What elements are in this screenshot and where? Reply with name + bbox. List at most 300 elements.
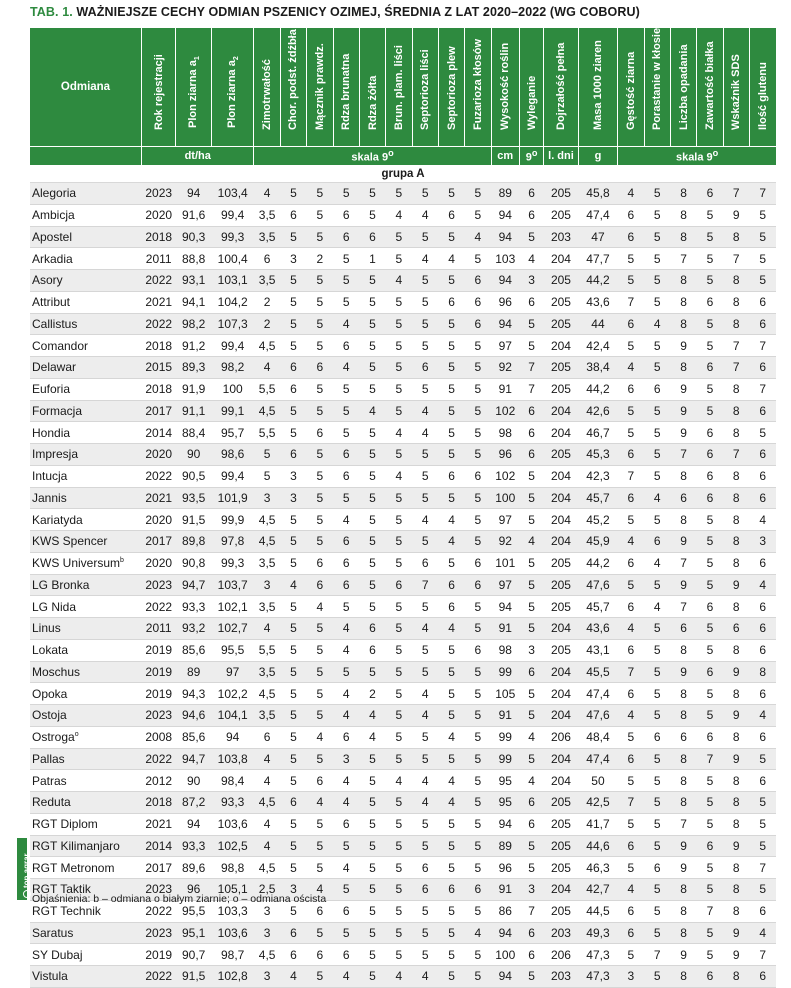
cell-glu: 5 bbox=[749, 204, 776, 226]
cell-rok: 2019 bbox=[141, 683, 175, 705]
cell-chor: 5 bbox=[280, 400, 306, 422]
cell-gest: 6 bbox=[618, 639, 644, 661]
cell-doj: 205 bbox=[544, 639, 578, 661]
cell-sepl: 4 bbox=[412, 683, 438, 705]
cell-por: 5 bbox=[644, 683, 670, 705]
cell-wyl: 6 bbox=[519, 204, 543, 226]
cell-a1: 91,5 bbox=[176, 509, 211, 531]
unit-plon: dt/ha bbox=[141, 147, 253, 166]
cell-a2: 95,7 bbox=[211, 422, 254, 444]
cell-fuz: 5 bbox=[465, 661, 491, 683]
cell-gest: 6 bbox=[618, 552, 644, 574]
cell-macz: 4 bbox=[307, 726, 333, 748]
cell-sds: 8 bbox=[723, 465, 749, 487]
col-header-gest: Gęstość ziarna bbox=[618, 28, 644, 147]
cell-rok: 2022 bbox=[141, 748, 175, 770]
cell-a2: 97 bbox=[211, 661, 254, 683]
cell-chor: 3 bbox=[280, 465, 306, 487]
cell-sepp: 5 bbox=[438, 857, 464, 879]
cell-por: 5 bbox=[644, 748, 670, 770]
cell-macz: 5 bbox=[307, 487, 333, 509]
cell-sds: 8 bbox=[723, 291, 749, 313]
cell-masa: 47 bbox=[578, 226, 618, 248]
cell-zim: 4 bbox=[254, 770, 280, 792]
cell-por: 5 bbox=[644, 661, 670, 683]
cell-wys: 91 bbox=[491, 618, 519, 640]
cell-rok: 2011 bbox=[141, 248, 175, 270]
cell-glu: 8 bbox=[749, 661, 776, 683]
cell-sepl: 6 bbox=[412, 857, 438, 879]
col-header-zim: Zimotrwałość bbox=[254, 28, 280, 147]
cell-macz: 5 bbox=[307, 335, 333, 357]
cell-sepp: 4 bbox=[438, 248, 464, 270]
cell-bial: 6 bbox=[697, 444, 723, 466]
variety-name: Ambicja bbox=[30, 204, 141, 226]
brand-sidebar bbox=[17, 838, 31, 900]
cell-por: 4 bbox=[644, 596, 670, 618]
variety-name: Euforia bbox=[30, 378, 141, 400]
table-row bbox=[30, 683, 776, 705]
cell-a2: 103,6 bbox=[211, 813, 254, 835]
cell-sepp: 5 bbox=[438, 813, 464, 835]
cell-sds: 8 bbox=[723, 900, 749, 922]
cell-sds: 7 bbox=[723, 335, 749, 357]
cell-sds: 8 bbox=[723, 422, 749, 444]
cell-lo: 7 bbox=[670, 596, 696, 618]
cell-por: 5 bbox=[644, 966, 670, 988]
cell-bial: 7 bbox=[697, 900, 723, 922]
cell-rzo: 5 bbox=[359, 813, 385, 835]
cell-bial: 5 bbox=[697, 204, 723, 226]
cell-gest: 5 bbox=[618, 574, 644, 596]
cell-sds: 9 bbox=[723, 661, 749, 683]
cell-sds: 8 bbox=[723, 531, 749, 553]
cell-wyl: 5 bbox=[519, 966, 543, 988]
cell-glu: 6 bbox=[749, 444, 776, 466]
cell-doj: 204 bbox=[544, 618, 578, 640]
cell-sepl: 4 bbox=[412, 204, 438, 226]
table-row bbox=[30, 552, 776, 574]
cell-sds: 8 bbox=[723, 792, 749, 814]
cell-sds: 8 bbox=[723, 857, 749, 879]
cell-doj: 205 bbox=[544, 357, 578, 379]
cell-por: 4 bbox=[644, 487, 670, 509]
cell-lo: 7 bbox=[670, 248, 696, 270]
unit-skala-2: skala 9$^o$ bbox=[618, 147, 776, 166]
cell-a1: 85,6 bbox=[176, 639, 211, 661]
cell-a2: 93,3 bbox=[211, 792, 254, 814]
cell-sds: 8 bbox=[723, 726, 749, 748]
cell-lo: 8 bbox=[670, 357, 696, 379]
cell-macz: 5 bbox=[307, 509, 333, 531]
table-row bbox=[30, 335, 776, 357]
cell-a2: 103,1 bbox=[211, 270, 254, 292]
cell-macz: 5 bbox=[307, 813, 333, 835]
cell-wys: 98 bbox=[491, 639, 519, 661]
cell-brun: 5 bbox=[386, 879, 412, 901]
cell-gest: 5 bbox=[618, 726, 644, 748]
cell-wyl: 7 bbox=[519, 900, 543, 922]
cell-rbr: 4 bbox=[333, 313, 359, 335]
cell-por: 5 bbox=[644, 705, 670, 727]
cell-glu: 5 bbox=[749, 879, 776, 901]
cell-masa: 48,4 bbox=[578, 726, 618, 748]
cell-sds: 7 bbox=[723, 357, 749, 379]
variety-name: Arkadia bbox=[30, 248, 141, 270]
cell-brun: 4 bbox=[386, 270, 412, 292]
cell-glu: 6 bbox=[749, 465, 776, 487]
cell-bial: 5 bbox=[697, 509, 723, 531]
cell-gest: 4 bbox=[618, 705, 644, 727]
cell-fuz: 5 bbox=[465, 813, 491, 835]
cell-rok: 2022 bbox=[141, 313, 175, 335]
cell-fuz: 5 bbox=[465, 357, 491, 379]
cell-por: 6 bbox=[644, 531, 670, 553]
cell-masa: 45,3 bbox=[578, 444, 618, 466]
cell-rzo: 1 bbox=[359, 248, 385, 270]
cell-wyl: 5 bbox=[519, 465, 543, 487]
cell-rok: 2023 bbox=[141, 879, 175, 901]
cell-fuz: 5 bbox=[465, 683, 491, 705]
cell-fuz: 5 bbox=[465, 944, 491, 966]
cell-a2: 104,2 bbox=[211, 291, 254, 313]
cell-wyl: 6 bbox=[519, 792, 543, 814]
cell-chor: 5 bbox=[280, 531, 306, 553]
table-row bbox=[30, 857, 776, 879]
cell-brun: 4 bbox=[386, 204, 412, 226]
cell-por: 6 bbox=[644, 726, 670, 748]
cell-wys: 102 bbox=[491, 400, 519, 422]
cell-por: 5 bbox=[644, 400, 670, 422]
cell-zim: 6 bbox=[254, 248, 280, 270]
cell-zim: 3,5 bbox=[254, 705, 280, 727]
cell-sepl: 5 bbox=[412, 835, 438, 857]
cell-rok: 2018 bbox=[141, 378, 175, 400]
cell-lo: 8 bbox=[670, 966, 696, 988]
cell-macz: 5 bbox=[307, 705, 333, 727]
cell-lo: 8 bbox=[670, 291, 696, 313]
cell-zim: 3,5 bbox=[254, 270, 280, 292]
cell-sepl: 5 bbox=[412, 444, 438, 466]
cell-wys: 96 bbox=[491, 857, 519, 879]
cell-masa: 44,2 bbox=[578, 270, 618, 292]
cell-wys: 94 bbox=[491, 922, 519, 944]
cell-rbr: 5 bbox=[333, 270, 359, 292]
cell-sepp: 5 bbox=[438, 705, 464, 727]
cell-rbr: 5 bbox=[333, 879, 359, 901]
cell-wyl: 4 bbox=[519, 248, 543, 270]
cell-macz: 5 bbox=[307, 378, 333, 400]
cell-macz: 5 bbox=[307, 313, 333, 335]
cell-bial: 5 bbox=[697, 400, 723, 422]
variety-name: Attribut bbox=[30, 291, 141, 313]
cell-a1: 91,6 bbox=[176, 204, 211, 226]
cell-rzo: 5 bbox=[359, 770, 385, 792]
cell-por: 5 bbox=[644, 922, 670, 944]
cell-rzo: 5 bbox=[359, 270, 385, 292]
cell-macz: 5 bbox=[307, 748, 333, 770]
unit-skala-1: skala 9$^o$ bbox=[254, 147, 491, 166]
cell-wyl: 3 bbox=[519, 639, 543, 661]
cell-macz: 6 bbox=[307, 422, 333, 444]
cell-wys: 97 bbox=[491, 574, 519, 596]
variety-name: Intucja bbox=[30, 465, 141, 487]
cell-rok: 2021 bbox=[141, 291, 175, 313]
cell-glu: 6 bbox=[749, 726, 776, 748]
cell-glu: 5 bbox=[749, 835, 776, 857]
cell-gest: 6 bbox=[618, 378, 644, 400]
table-row bbox=[30, 835, 776, 857]
cell-rzo: 5 bbox=[359, 291, 385, 313]
cell-lo: 8 bbox=[670, 270, 696, 292]
cell-bial: 5 bbox=[697, 922, 723, 944]
cell-sepp: 4 bbox=[438, 770, 464, 792]
cell-zim: 4 bbox=[254, 618, 280, 640]
cell-bial: 5 bbox=[697, 879, 723, 901]
cell-macz: 5 bbox=[307, 966, 333, 988]
cell-gest: 6 bbox=[618, 313, 644, 335]
table-row bbox=[30, 465, 776, 487]
cell-por: 5 bbox=[644, 444, 670, 466]
cell-lo: 8 bbox=[670, 879, 696, 901]
cell-glu: 7 bbox=[749, 944, 776, 966]
col-header-lo: Liczba opadania bbox=[670, 28, 696, 147]
cell-zim: 4,5 bbox=[254, 335, 280, 357]
cell-sepp: 5 bbox=[438, 922, 464, 944]
cell-rzo: 5 bbox=[359, 335, 385, 357]
cell-macz: 6 bbox=[307, 770, 333, 792]
cell-rbr: 5 bbox=[333, 835, 359, 857]
cell-glu: 5 bbox=[749, 792, 776, 814]
cell-brun: 5 bbox=[386, 357, 412, 379]
cell-sepl: 5 bbox=[412, 226, 438, 248]
cell-a1: 91,2 bbox=[176, 335, 211, 357]
cell-zim: 3 bbox=[254, 966, 280, 988]
cell-masa: 47,6 bbox=[578, 574, 618, 596]
cell-zim: 4,5 bbox=[254, 509, 280, 531]
cell-a2: 99,9 bbox=[211, 509, 254, 531]
cell-rzo: 5 bbox=[359, 204, 385, 226]
cell-brun: 5 bbox=[386, 705, 412, 727]
cell-a1: 91,9 bbox=[176, 378, 211, 400]
cell-brun: 5 bbox=[386, 944, 412, 966]
cell-gest: 4 bbox=[618, 879, 644, 901]
cell-masa: 45,5 bbox=[578, 661, 618, 683]
cell-wys: 97 bbox=[491, 335, 519, 357]
cell-wyl: 6 bbox=[519, 813, 543, 835]
cell-sepl: 5 bbox=[412, 487, 438, 509]
cell-por: 5 bbox=[644, 291, 670, 313]
cell-por: 5 bbox=[644, 509, 670, 531]
cell-brun: 5 bbox=[386, 552, 412, 574]
variety-name: Comandor bbox=[30, 335, 141, 357]
table-row bbox=[30, 291, 776, 313]
cell-chor: 6 bbox=[280, 944, 306, 966]
variety-name: Ostoja bbox=[30, 705, 141, 727]
cell-a1: 93,3 bbox=[176, 596, 211, 618]
cell-macz: 5 bbox=[307, 683, 333, 705]
cell-sepp: 5 bbox=[438, 400, 464, 422]
cell-gest: 5 bbox=[618, 509, 644, 531]
cell-rzo: 5 bbox=[359, 552, 385, 574]
cell-gest: 5 bbox=[618, 857, 644, 879]
cell-gest: 5 bbox=[618, 335, 644, 357]
cell-a1: 90,3 bbox=[176, 226, 211, 248]
cell-lo: 8 bbox=[670, 639, 696, 661]
cell-macz: 5 bbox=[307, 531, 333, 553]
cell-sds: 8 bbox=[723, 226, 749, 248]
cell-sds: 9 bbox=[723, 922, 749, 944]
cell-wyl: 6 bbox=[519, 944, 543, 966]
cell-rok: 2022 bbox=[141, 966, 175, 988]
cell-fuz: 6 bbox=[465, 879, 491, 901]
cell-sepl: 5 bbox=[412, 596, 438, 618]
cell-fuz: 5 bbox=[465, 748, 491, 770]
cell-glu: 6 bbox=[749, 552, 776, 574]
cell-zim: 5 bbox=[254, 465, 280, 487]
cell-wyl: 6 bbox=[519, 291, 543, 313]
cell-rok: 2022 bbox=[141, 596, 175, 618]
table-row bbox=[30, 574, 776, 596]
cell-a2: 102,7 bbox=[211, 618, 254, 640]
cell-sepl: 5 bbox=[412, 465, 438, 487]
cell-sepl: 6 bbox=[412, 552, 438, 574]
cell-a2: 99,3 bbox=[211, 552, 254, 574]
cell-por: 5 bbox=[644, 248, 670, 270]
cell-masa: 41,7 bbox=[578, 813, 618, 835]
cell-macz: 6 bbox=[307, 357, 333, 379]
cell-sepp: 5 bbox=[438, 661, 464, 683]
cell-gest: 5 bbox=[618, 813, 644, 835]
cell-wyl: 5 bbox=[519, 487, 543, 509]
cell-wys: 99 bbox=[491, 726, 519, 748]
cell-bial: 6 bbox=[697, 183, 723, 205]
cell-wys: 97 bbox=[491, 509, 519, 531]
variety-name: Callistus bbox=[30, 313, 141, 335]
cell-brun: 4 bbox=[386, 422, 412, 444]
cell-rbr: 4 bbox=[333, 857, 359, 879]
cell-masa: 42,7 bbox=[578, 879, 618, 901]
cell-rbr: 5 bbox=[333, 487, 359, 509]
cell-zim: 4,5 bbox=[254, 683, 280, 705]
cell-brun: 5 bbox=[386, 813, 412, 835]
cell-wys: 94 bbox=[491, 313, 519, 335]
cell-sepl: 4 bbox=[412, 248, 438, 270]
cell-wys: 94 bbox=[491, 204, 519, 226]
cell-rok: 2008 bbox=[141, 726, 175, 748]
cell-chor: 5 bbox=[280, 857, 306, 879]
cell-rzo: 2 bbox=[359, 683, 385, 705]
table-row bbox=[30, 639, 776, 661]
cell-chor: 5 bbox=[280, 813, 306, 835]
cell-rbr: 4 bbox=[333, 509, 359, 531]
col-header-name: Odmiana bbox=[30, 28, 141, 147]
cell-rbr: 6 bbox=[333, 531, 359, 553]
cell-bial: 5 bbox=[697, 335, 723, 357]
cell-zim: 3,5 bbox=[254, 204, 280, 226]
cell-lo: 6 bbox=[670, 487, 696, 509]
cell-bial: 5 bbox=[697, 683, 723, 705]
cell-zim: 5,5 bbox=[254, 422, 280, 444]
cell-rok: 2020 bbox=[141, 204, 175, 226]
cell-lo: 9 bbox=[670, 574, 696, 596]
cell-sds: 8 bbox=[723, 400, 749, 422]
cell-por: 5 bbox=[644, 813, 670, 835]
cell-zim: 4 bbox=[254, 183, 280, 205]
cell-a2: 102,1 bbox=[211, 596, 254, 618]
cell-lo: 9 bbox=[670, 531, 696, 553]
cell-sepp: 6 bbox=[438, 879, 464, 901]
cell-glu: 6 bbox=[749, 291, 776, 313]
cell-a2: 98,2 bbox=[211, 357, 254, 379]
cell-fuz: 5 bbox=[465, 857, 491, 879]
cell-rbr: 3 bbox=[333, 748, 359, 770]
cell-rok: 2011 bbox=[141, 618, 175, 640]
variety-name: LG Bronka bbox=[30, 574, 141, 596]
cell-brun: 5 bbox=[386, 835, 412, 857]
cell-doj: 204 bbox=[544, 509, 578, 531]
cell-chor: 5 bbox=[280, 509, 306, 531]
table-row bbox=[30, 813, 776, 835]
cell-chor: 3 bbox=[280, 248, 306, 270]
cell-bial: 6 bbox=[697, 291, 723, 313]
col-header-masa: Masa 1000 ziaren bbox=[578, 28, 618, 147]
cell-fuz: 5 bbox=[465, 835, 491, 857]
cell-chor: 5 bbox=[280, 726, 306, 748]
cell-sds: 7 bbox=[723, 444, 749, 466]
cell-rzo: 5 bbox=[359, 487, 385, 509]
cell-bial: 5 bbox=[697, 618, 723, 640]
cell-rbr: 6 bbox=[333, 444, 359, 466]
cell-sepl: 5 bbox=[412, 944, 438, 966]
cell-rok: 2023 bbox=[141, 183, 175, 205]
cell-sepl: 4 bbox=[412, 422, 438, 444]
cell-masa: 45,9 bbox=[578, 531, 618, 553]
cell-sds: 9 bbox=[723, 835, 749, 857]
cell-lo: 8 bbox=[670, 900, 696, 922]
variety-name: Reduta bbox=[30, 792, 141, 814]
cell-doj: 206 bbox=[544, 944, 578, 966]
cell-sepl: 5 bbox=[412, 531, 438, 553]
variety-name: RGT Diplom bbox=[30, 813, 141, 835]
cell-rzo: 6 bbox=[359, 618, 385, 640]
cell-sepp: 4 bbox=[438, 792, 464, 814]
cell-sepl: 5 bbox=[412, 813, 438, 835]
cell-rbr: 6 bbox=[333, 226, 359, 248]
cell-doj: 203 bbox=[544, 226, 578, 248]
cell-bial: 5 bbox=[697, 813, 723, 835]
cell-rbr: 6 bbox=[333, 944, 359, 966]
cell-macz: 4 bbox=[307, 879, 333, 901]
cell-brun: 6 bbox=[386, 574, 412, 596]
cell-sepl: 5 bbox=[412, 922, 438, 944]
cell-wys: 89 bbox=[491, 835, 519, 857]
variety-name: RGT Taktik bbox=[30, 879, 141, 901]
cell-rzo: 5 bbox=[359, 465, 385, 487]
cell-glu: 4 bbox=[749, 922, 776, 944]
cell-fuz: 6 bbox=[465, 574, 491, 596]
cell-lo: 8 bbox=[670, 313, 696, 335]
cell-a1: 90,8 bbox=[176, 552, 211, 574]
cell-sepl: 4 bbox=[412, 770, 438, 792]
cell-sepp: 5 bbox=[438, 966, 464, 988]
cell-doj: 204 bbox=[544, 531, 578, 553]
cell-fuz: 5 bbox=[465, 509, 491, 531]
cell-doj: 204 bbox=[544, 248, 578, 270]
cell-glu: 6 bbox=[749, 400, 776, 422]
cell-lo: 8 bbox=[670, 770, 696, 792]
variety-name: Alegoria bbox=[30, 183, 141, 205]
